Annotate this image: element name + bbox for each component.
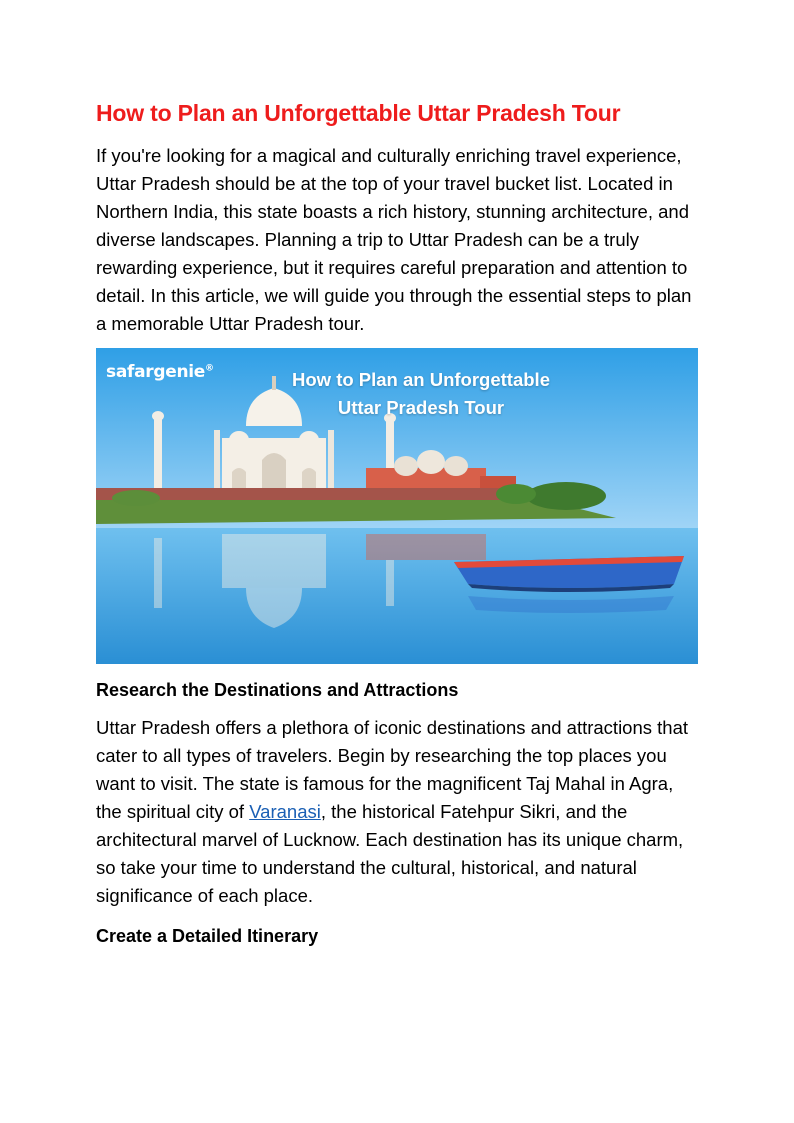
banner-title-line-2: Uttar Pradesh Tour	[337, 397, 505, 418]
riverbank	[96, 482, 616, 524]
logo-registered-mark: ®	[205, 363, 214, 374]
section-heading-research: Research the Destinations and Attractions	[96, 680, 459, 700]
boat	[454, 556, 684, 613]
banner-image	[96, 348, 698, 664]
section-heading-itinerary: Create a Detailed Itinerary	[96, 926, 319, 946]
banner-title	[246, 366, 596, 422]
article-body	[96, 96, 700, 950]
banner-title-line-1: How to Plan an Unforgettable	[292, 369, 550, 390]
article-title: How to Plan an Unforgettable Uttar Pradesh Tour	[96, 100, 621, 126]
section-paragraph-research	[96, 714, 700, 910]
logo-text: safargenie	[106, 362, 206, 382]
intro-paragraph: If you're looking for a magical and culturally enriching travel experience, Uttar Pradesh should be at the top of your travel bucket list. Located in Northern India, this state boasts a rich history, stunning architecture, and diverse landscapes. Planning a trip to Uttar Pradesh can be a truly rewarding experience, but it requires careful preparation and attention to detail. In this article, we will guide you through the essential steps to plan a memorable Uttar Pradesh tour.	[96, 145, 692, 334]
paragraph-text-before-link: Uttar Pradesh offers a plethora of iconic destinations and attractions that cater to all types of travelers. Begin by researching the top places you want to visit. The state is famous for the magnificent Taj Mahal in Agra, the spiritual city of	[96, 717, 688, 822]
paragraph-text-after-link: , the historical Fatehpur Sikri, and the architectural marvel of Lucknow. Each destination has its unique charm, so take your time to understand the cultural, historical, and natural significance of each place.	[96, 801, 684, 906]
safargenie-logo	[106, 362, 214, 382]
varanasi-link[interactable]: Varanasi	[249, 801, 321, 822]
